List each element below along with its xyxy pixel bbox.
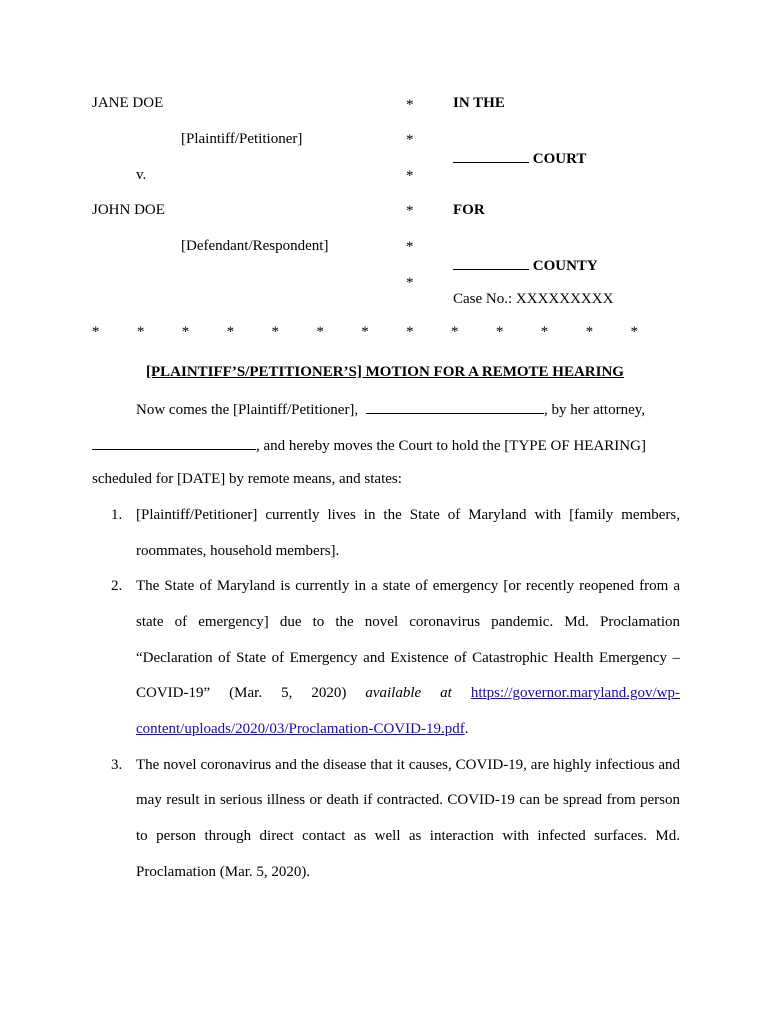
item-1-line-2: roommates, household members]. (136, 543, 340, 559)
attorney-name-blank[interactable] (92, 435, 256, 450)
citation-at: at (440, 685, 452, 701)
court-name-blank[interactable] (453, 148, 529, 163)
item-2-line-5 (136, 720, 468, 738)
motion-title: [PLAINTIFF’S/PETITIONER’S] MOTION FOR A REMOTE HEARING (146, 364, 624, 380)
item-2-period: . (464, 721, 469, 737)
separator-star: * (361, 324, 369, 340)
item-3-line-4: Proclamation (Mar. 5, 2020). (136, 864, 311, 880)
defendant-role: [Defendant/Respondent] (181, 238, 329, 254)
citation-title-end: COVID-19” (136, 685, 211, 701)
citation-month: (Mar. (229, 685, 263, 701)
intro-text-c: , and hereby moves the Court to hold the [TYPE OF HEARING] (256, 438, 646, 454)
item-number: 2. (111, 578, 123, 594)
caption-divider-star: * (406, 97, 414, 113)
separator-star: * (585, 324, 594, 340)
county-line (453, 255, 598, 275)
item-3-line-1: The novel coronavirus and the disease that it causes, COVID-19, are highly infectious and (136, 757, 680, 773)
court-line (453, 148, 586, 168)
item-number: 3. (111, 757, 123, 773)
caption-divider-star: * (406, 132, 414, 148)
caption-divider-star: * (406, 239, 414, 255)
case-number: Case No.: XXXXXXXXX (453, 291, 614, 307)
item-2-line-4 (136, 684, 680, 702)
intro-line-1 (136, 399, 645, 419)
item-2-line-2: state of emergency] due to the novel coronavirus pandemic. Md. Proclamation (136, 614, 680, 630)
plaintiff-name: JANE DOE (92, 95, 164, 111)
separator-star: * (316, 324, 324, 340)
item-3-line-2: may result in serious illness or death if contracted. COVID-19 can be spread from person (136, 792, 680, 808)
caption-divider-star: * (406, 168, 414, 184)
intro-line-3: scheduled for [DATE] by remote means, and states: (92, 471, 402, 487)
county-name-blank[interactable] (453, 255, 529, 270)
defendant-name: JOHN DOE (92, 202, 165, 218)
item-2-line-1: The State of Maryland is currently in a state of emergency [or recently reopened from a (136, 578, 680, 594)
intro-text-b: , by her attorney, (543, 402, 646, 418)
citation-year: 2020) (311, 685, 347, 701)
separator-star: * (226, 324, 235, 340)
separator-star: * (136, 324, 145, 340)
citation-available: available (365, 685, 422, 701)
separator-star: * (92, 324, 100, 340)
court-label: COURT (532, 151, 587, 167)
star-separator (92, 324, 638, 341)
intro-text-a: Now comes the [Plaintiff/Petitioner], (136, 402, 359, 418)
for-label: FOR (453, 202, 485, 218)
separator-star: * (271, 324, 279, 340)
separator-star: * (406, 324, 414, 340)
plaintiff-role: [Plaintiff/Petitioner] (181, 131, 303, 147)
caption-divider-star: * (406, 275, 414, 291)
party-name-blank[interactable] (366, 399, 544, 414)
separator-star: * (495, 324, 504, 340)
item-1-line-1: [Plaintiff/Petitioner] currently lives in the State of Maryland with [family members, (136, 507, 680, 523)
proclamation-link-part-2[interactable]: content/uploads/2020/03/Proclamation-COVID-19.pdf (136, 721, 465, 737)
separator-star: * (181, 324, 190, 340)
in-the-label: IN THE (453, 95, 505, 111)
proclamation-link-part-1[interactable]: https://governor.maryland.gov/wp- (470, 685, 680, 701)
item-3-line-3: to person through direct contact as well as interaction with infected surfaces. Md. (136, 828, 680, 844)
separator-star: * (630, 324, 638, 340)
caption-divider-star: * (406, 203, 414, 219)
intro-line-2 (92, 435, 646, 455)
item-2-line-3: “Declaration of State of Emergency and Existence of Catastrophic Health Emergency – (136, 650, 680, 666)
versus-label: v. (136, 167, 147, 183)
separator-star: * (451, 324, 459, 340)
separator-star: * (540, 324, 549, 340)
item-number: 1. (111, 507, 123, 523)
county-label: COUNTY (532, 258, 598, 274)
citation-day: 5, (281, 685, 293, 701)
